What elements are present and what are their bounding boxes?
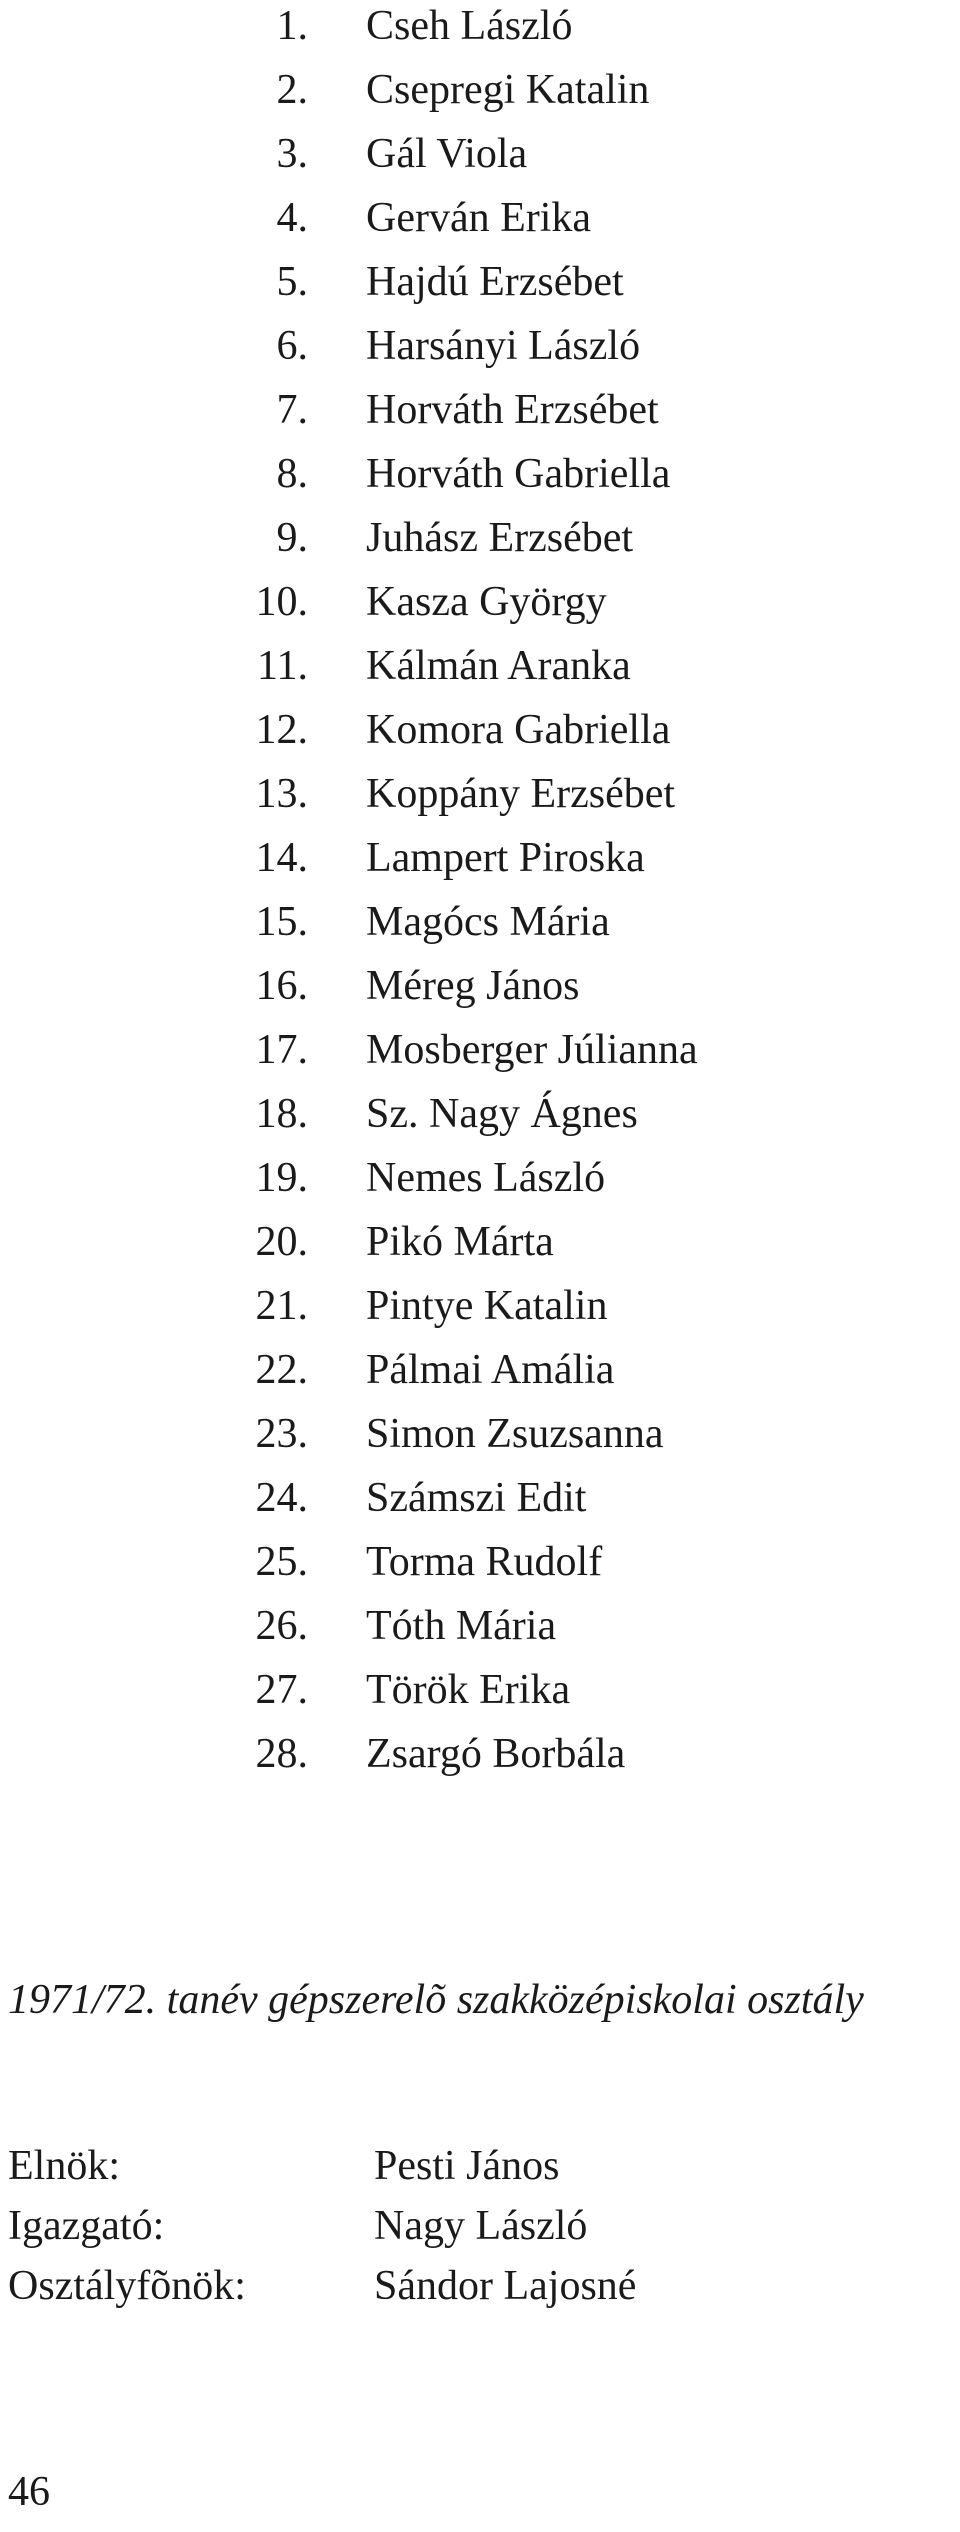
- list-item: [0, 1082, 960, 1146]
- list-item: [0, 378, 960, 442]
- list-item: [0, 826, 960, 890]
- list-item-number: 10.: [255, 579, 308, 625]
- page-number: 46: [8, 2469, 50, 2515]
- list-item-name: Torma Rudolf: [366, 1539, 603, 1585]
- list-item-number: 27.: [255, 1667, 308, 1713]
- list-item-name: Horváth Erzsébet: [366, 387, 659, 433]
- class-title: 1971/72. tanév gépszerelõ szakközépiskolai osztály: [8, 1977, 864, 2023]
- list-item-name: Horváth Gabriella: [366, 451, 671, 497]
- list-item-number: 11.: [257, 643, 308, 689]
- list-item-number: 5.: [276, 259, 308, 305]
- officer-role: Elnök:: [8, 2143, 120, 2189]
- list-item-name: Hajdú Erzsébet: [366, 259, 624, 305]
- list-item: [0, 890, 960, 954]
- list-item: [0, 506, 960, 570]
- list-item: [0, 762, 960, 826]
- list-item-number: 21.: [255, 1283, 308, 1329]
- list-item-name: Simon Zsuzsanna: [366, 1411, 664, 1457]
- list-item-name: Török Erika: [366, 1667, 571, 1713]
- list-item-number: 8.: [276, 451, 308, 497]
- officer-role: Igazgató:: [8, 2203, 165, 2249]
- officer-name: Nagy László: [374, 2203, 588, 2249]
- list-item-name: Mosberger Júlianna: [366, 1027, 698, 1073]
- list-item: [0, 1338, 960, 1402]
- list-item-number: 16.: [255, 963, 308, 1009]
- list-item-number: 20.: [255, 1219, 308, 1265]
- list-item-name: Cseh László: [366, 3, 573, 49]
- list-item-number: 18.: [255, 1091, 308, 1137]
- list-item-number: 26.: [255, 1603, 308, 1649]
- list-item-name: Pintye Katalin: [366, 1283, 608, 1329]
- list-item-number: 12.: [255, 707, 308, 753]
- list-item-name: Számszi Edit: [366, 1475, 587, 1521]
- list-item: [0, 954, 960, 1018]
- list-item: [0, 634, 960, 698]
- list-item: [0, 314, 960, 378]
- list-item-number: 13.: [255, 771, 308, 817]
- list-item: [0, 1466, 960, 1530]
- officer-name: Pesti János: [374, 2143, 560, 2189]
- list-item-name: Csepregi Katalin: [366, 67, 650, 113]
- list-item: [0, 122, 960, 186]
- list-item: [0, 250, 960, 314]
- list-item-name: Gál Viola: [366, 131, 528, 177]
- list-item: [0, 698, 960, 762]
- list-item: [0, 1018, 960, 1082]
- list-item: [0, 570, 960, 634]
- list-item-name: Tóth Mária: [366, 1603, 557, 1649]
- list-item: [0, 1530, 960, 1594]
- list-item-number: 15.: [255, 899, 308, 945]
- list-item-name: Nemes László: [366, 1155, 606, 1201]
- list-item-number: 22.: [255, 1347, 308, 1393]
- list-item-name: Pikó Márta: [366, 1219, 554, 1265]
- list-item-number: 4.: [276, 195, 308, 241]
- list-item-name: Magócs Mária: [366, 899, 610, 945]
- list-item-name: Kasza György: [366, 579, 607, 625]
- list-item: [0, 1658, 960, 1722]
- officer-row: [0, 2256, 960, 2316]
- officer-row: [0, 2196, 960, 2256]
- list-item-name: Gerván Erika: [366, 195, 592, 241]
- list-item-number: 14.: [255, 835, 308, 881]
- list-item: [0, 1274, 960, 1338]
- list-item-name: Harsányi László: [366, 323, 641, 369]
- list-item-number: 2.: [276, 67, 308, 113]
- list-item-number: 9.: [276, 515, 308, 561]
- list-item-name: Sz. Nagy Ágnes: [366, 1091, 638, 1137]
- list-item-name: Lampert Piroska: [366, 835, 645, 881]
- list-item-name: Juhász Erzsébet: [366, 515, 634, 561]
- list-item: [0, 0, 960, 58]
- list-item-name: Komora Gabriella: [366, 707, 671, 753]
- list-item-number: 24.: [255, 1475, 308, 1521]
- list-item-number: 19.: [255, 1155, 308, 1201]
- list-item-number: 23.: [255, 1411, 308, 1457]
- list-item: [0, 58, 960, 122]
- officer-row: [0, 2136, 960, 2196]
- list-item-number: 25.: [255, 1539, 308, 1585]
- list-item: [0, 186, 960, 250]
- list-item: [0, 1146, 960, 1210]
- list-item-number: 3.: [276, 131, 308, 177]
- list-item: [0, 1594, 960, 1658]
- list-item: [0, 1402, 960, 1466]
- list-item-number: 1.: [276, 3, 308, 49]
- list-item-number: 6.: [276, 323, 308, 369]
- list-item-number: 17.: [255, 1027, 308, 1073]
- list-item-name: Méreg János: [366, 963, 580, 1009]
- list-item-name: Koppány Erzsébet: [366, 771, 676, 817]
- list-item-name: Kálmán Aranka: [366, 643, 631, 689]
- list-item-name: Pálmai Amália: [366, 1347, 615, 1393]
- list-item-name: Zsargó Borbála: [366, 1731, 626, 1777]
- officer-role: Osztályfõnök:: [8, 2263, 246, 2309]
- list-item-number: 7.: [276, 387, 308, 433]
- list-item: [0, 1722, 960, 1786]
- list-item: [0, 1210, 960, 1274]
- list-item: [0, 442, 960, 506]
- list-item-number: 28.: [255, 1731, 308, 1777]
- officer-name: Sándor Lajosné: [374, 2263, 637, 2309]
